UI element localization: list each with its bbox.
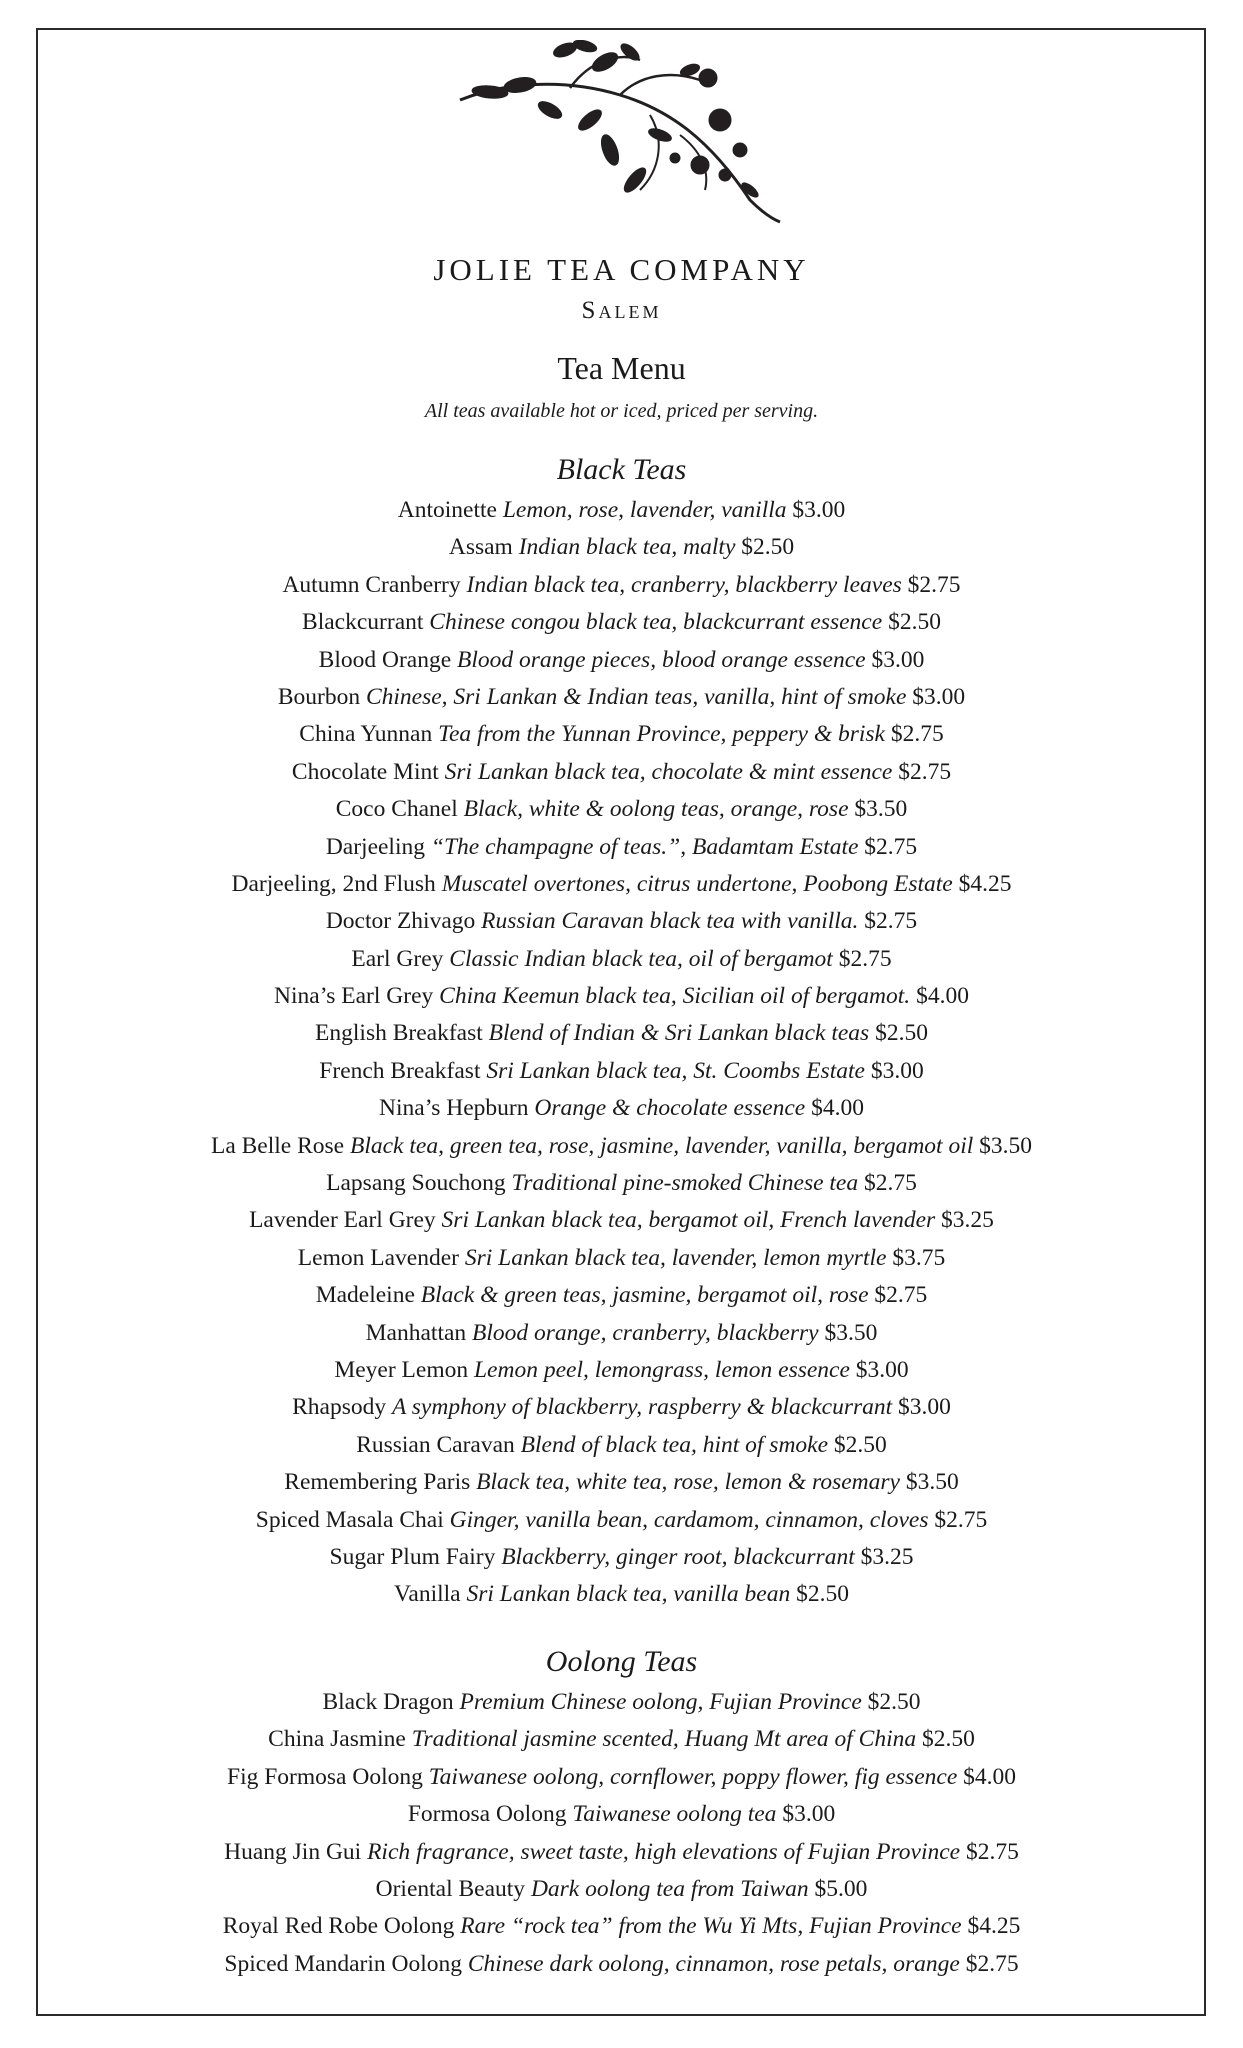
tea-description: Orange & chocolate essence — [534, 1095, 806, 1122]
tea-description: Black tea, white tea, rose, lemon & rosemary — [476, 1469, 900, 1496]
section-title-black-teas: Black Teas — [556, 453, 687, 486]
menu-item — [0, 1871, 1243, 1908]
tea-name: Assam — [448, 534, 513, 561]
tea-price: $2.50 — [796, 1581, 849, 1608]
tea-description: Dark oolong tea from Taiwan — [530, 1875, 809, 1902]
tea-name: Lavender Earl Grey — [249, 1207, 436, 1234]
menu-item — [0, 1389, 1243, 1426]
tea-name: Darjeeling — [325, 833, 425, 860]
tea-price: $3.00 — [792, 497, 846, 523]
tea-price: $2.50 — [741, 534, 795, 561]
tea-name: Vanilla — [394, 1581, 461, 1608]
tea-price: $2.75 — [864, 908, 918, 935]
menu-item — [0, 1277, 1243, 1314]
tea-description: Muscatel overtones, citrus undertone, Poobong Estate — [441, 870, 953, 897]
floral-branch-logo — [450, 40, 790, 225]
tea-description: Premium Chinese oolong, Fujian Province — [459, 1689, 862, 1715]
menu-item — [0, 567, 1243, 604]
tea-name: French Breakfast — [319, 1057, 481, 1084]
tea-description: Blend of Indian & Sri Lankan black teas — [488, 1020, 870, 1047]
tea-price: $2.50 — [833, 1431, 887, 1458]
tea-description: Black & green teas, jasmine, bergamot oil, rose — [420, 1282, 869, 1309]
tea-price: $2.75 — [907, 571, 961, 598]
tea-name: Autumn Cranberry — [282, 571, 461, 598]
tea-price: $3.25 — [860, 1543, 914, 1570]
menu-item — [0, 754, 1243, 791]
tea-name: Bourbon — [277, 683, 361, 710]
menu-item — [0, 1427, 1243, 1464]
tea-description: Lemon, rose, lavender, vanilla — [502, 497, 787, 523]
menu-item — [0, 1240, 1243, 1277]
tea-price: $4.00 — [963, 1763, 1016, 1790]
tea-name: Chocolate Mint — [291, 758, 439, 785]
menu-item — [0, 1539, 1243, 1576]
section-title-oolong-teas: Oolong Teas — [545, 1645, 698, 1678]
tea-name: Huang Jin Gui — [224, 1838, 362, 1865]
tea-name: Royal Red Robe Oolong — [222, 1913, 455, 1940]
tea-price: $4.00 — [811, 1095, 864, 1122]
tea-name: Earl Grey — [351, 945, 444, 972]
menu-subtitle: All teas available hot or iced, priced per serving. — [424, 400, 819, 422]
tea-price: $2.75 — [874, 1282, 928, 1309]
menu-item — [0, 791, 1243, 828]
tea-name: Blood Orange — [318, 646, 452, 673]
tea-price: $2.75 — [863, 1170, 917, 1197]
tea-description: Classic Indian black tea, oil of bergamot — [449, 945, 833, 972]
tea-price: $2.50 — [921, 1726, 975, 1753]
menu-item — [0, 1090, 1243, 1127]
tea-name: Black Dragon — [322, 1689, 454, 1715]
oolong-teas-section — [0, 1640, 1243, 1983]
tea-price: $2.50 — [867, 1689, 921, 1715]
tea-name: English Breakfast — [315, 1020, 483, 1047]
menu-item — [0, 1796, 1243, 1833]
menu-item — [0, 1684, 1243, 1721]
tea-description: Lemon peel, lemongrass, lemon essence — [473, 1356, 850, 1383]
menu-item — [0, 1946, 1243, 1983]
tea-name: Darjeeling, 2nd Flush — [231, 870, 436, 897]
tea-price: $3.00 — [782, 1801, 836, 1828]
tea-price: $2.75 — [965, 1950, 1019, 1977]
tea-description: Taiwanese oolong, cornflower, poppy flower, fig essence — [428, 1763, 958, 1790]
tea-description: Blood orange pieces, blood orange essence — [457, 646, 866, 673]
menu-item — [0, 716, 1243, 753]
tea-price: $4.00 — [916, 983, 969, 1010]
menu-item — [0, 1908, 1243, 1945]
menu-item — [0, 866, 1243, 903]
oolong-teas-list — [0, 1684, 1243, 1983]
tea-name: Doctor Zhivago — [325, 908, 476, 935]
menu-item — [0, 903, 1243, 940]
menu-item — [0, 941, 1243, 978]
tea-description: Indian black tea, malty — [518, 534, 736, 561]
tea-price: $3.75 — [892, 1244, 946, 1271]
tea-price: $5.00 — [814, 1875, 868, 1902]
tea-description: Taiwanese oolong tea — [572, 1801, 777, 1828]
tea-description: Black tea, green tea, rose, jasmine, lavender, vanilla, bergamot oil — [349, 1132, 974, 1159]
menu-item — [0, 1315, 1243, 1352]
tea-name: Spiced Masala Chai — [255, 1506, 444, 1533]
tea-description: Blood orange, cranberry, blackberry — [472, 1319, 819, 1346]
tea-description: Blend of black tea, hint of smoke — [520, 1431, 829, 1458]
menu-item — [0, 492, 1243, 529]
tea-price: $2.50 — [875, 1020, 928, 1047]
tea-name: China Jasmine — [268, 1726, 406, 1753]
tea-price: $2.50 — [888, 609, 941, 636]
tea-price: $3.00 — [855, 1356, 909, 1383]
menu-item — [0, 1576, 1243, 1613]
tea-price: $3.50 — [824, 1319, 878, 1346]
tea-name: Spiced Mandarin Oolong — [224, 1950, 462, 1977]
tea-name: Nina’s Hepburn — [379, 1095, 529, 1122]
tea-description: Chinese dark oolong, cinnamon, rose petals, orange — [467, 1950, 960, 1977]
menu-item — [0, 1464, 1243, 1501]
menu-title: Tea Menu — [557, 350, 686, 386]
tea-description: Sri Lankan black tea, chocolate & mint essence — [444, 758, 893, 785]
menu-item — [0, 1053, 1243, 1090]
black-teas-list — [0, 492, 1243, 1614]
tea-price: $3.50 — [979, 1132, 1033, 1159]
tea-description: Traditional jasmine scented, Huang Mt area of China — [411, 1726, 917, 1753]
tea-price: $2.75 — [934, 1506, 988, 1533]
tea-description: Chinese congou black tea, blackcurrant essence — [429, 609, 883, 636]
tea-name: Coco Chanel — [335, 796, 458, 823]
menu-item — [0, 1128, 1243, 1165]
menu-item — [0, 1502, 1243, 1539]
menu-item — [0, 1352, 1243, 1389]
tea-name: La Belle Rose — [210, 1132, 345, 1159]
tea-description: Rich fragrance, sweet taste, high elevations of Fujian Province — [367, 1838, 961, 1865]
tea-price: $2.75 — [898, 758, 952, 785]
tea-description: Russian Caravan black tea with vanilla. — [481, 908, 859, 935]
tea-name: Antoinette — [397, 497, 497, 523]
tea-name: Manhattan — [365, 1319, 467, 1346]
tea-description: Blackberry, ginger root, blackcurrant — [501, 1543, 855, 1570]
tea-description: A symphony of blackberry, raspberry & blackcurrant — [391, 1394, 893, 1421]
tea-price: $2.75 — [838, 945, 892, 972]
tea-price: $2.75 — [864, 833, 918, 860]
tea-name: Formosa Oolong — [407, 1801, 567, 1828]
tea-price: $2.75 — [890, 721, 944, 748]
tea-name: Sugar Plum Fairy — [329, 1543, 496, 1570]
menu-item — [0, 529, 1243, 566]
menu-item — [0, 1165, 1243, 1202]
tea-name: Lapsang Souchong — [326, 1170, 506, 1197]
tea-name: Meyer Lemon — [334, 1356, 469, 1383]
tea-price: $3.00 — [912, 683, 966, 710]
tea-description: Ginger, vanilla bean, cardamom, cinnamon, cloves — [449, 1506, 929, 1533]
tea-description: China Keemun black tea, Sicilian oil of bergamot. — [439, 983, 911, 1010]
tea-name: Blackcurrant — [302, 609, 424, 636]
tea-description: Tea from the Yunnan Province, peppery & brisk — [438, 721, 885, 748]
tea-name: Rhapsody — [292, 1394, 387, 1421]
tea-name: Nina’s Earl Grey — [274, 983, 434, 1010]
tea-name: Lemon Lavender — [297, 1244, 459, 1271]
tea-price: $4.25 — [967, 1913, 1021, 1940]
tea-description: Black, white & oolong teas, orange, rose — [463, 796, 849, 823]
tea-description: Indian black tea, cranberry, blackberry leaves — [466, 571, 902, 598]
menu-item — [0, 642, 1243, 679]
tea-description: “The champagne of teas.”, Badamtam Estate — [430, 833, 859, 860]
tea-name: China Yunnan — [299, 721, 433, 748]
tea-name: Oriental Beauty — [375, 1875, 526, 1902]
tea-description: Rare “rock tea” from the Wu Yi Mts, Fujian Province — [460, 1913, 962, 1940]
menu-item — [0, 1015, 1243, 1052]
company-city: Salem — [581, 297, 662, 324]
tea-name: Madeleine — [315, 1282, 415, 1309]
tea-description: Sri Lankan black tea, St. Coombs Estate — [486, 1057, 865, 1084]
tea-price: $4.25 — [958, 870, 1012, 897]
tea-price: $3.00 — [898, 1394, 951, 1421]
menu-item — [0, 1834, 1243, 1871]
tea-description: Traditional pine-smoked Chinese tea — [511, 1170, 859, 1197]
black-teas-section — [0, 448, 1243, 1614]
tea-description: Sri Lankan black tea, bergamot oil, French lavender — [441, 1207, 936, 1234]
tea-price: $3.00 — [870, 1057, 924, 1084]
tea-price: $3.25 — [941, 1207, 994, 1234]
tea-price: $3.50 — [905, 1469, 959, 1496]
menu-item — [0, 1759, 1243, 1796]
tea-description: Sri Lankan black tea, vanilla bean — [466, 1581, 791, 1608]
tea-name: Fig Formosa Oolong — [227, 1763, 423, 1790]
menu-item — [0, 1721, 1243, 1758]
tea-price: $3.50 — [854, 796, 908, 823]
tea-name: Russian Caravan — [356, 1431, 515, 1458]
menu-item — [0, 679, 1243, 716]
tea-description: Chinese, Sri Lankan & Indian teas, vanilla, hint of smoke — [365, 683, 907, 710]
tea-description: Sri Lankan black tea, lavender, lemon myrtle — [464, 1244, 887, 1271]
tea-price: $2.75 — [965, 1838, 1019, 1865]
company-name: JOLIE TEA COMPANY — [433, 252, 810, 287]
menu-item — [0, 978, 1243, 1015]
menu-item — [0, 829, 1243, 866]
menu-item — [0, 604, 1243, 641]
tea-price: $3.00 — [871, 646, 925, 673]
menu-item — [0, 1202, 1243, 1239]
tea-name: Remembering Paris — [284, 1469, 471, 1496]
